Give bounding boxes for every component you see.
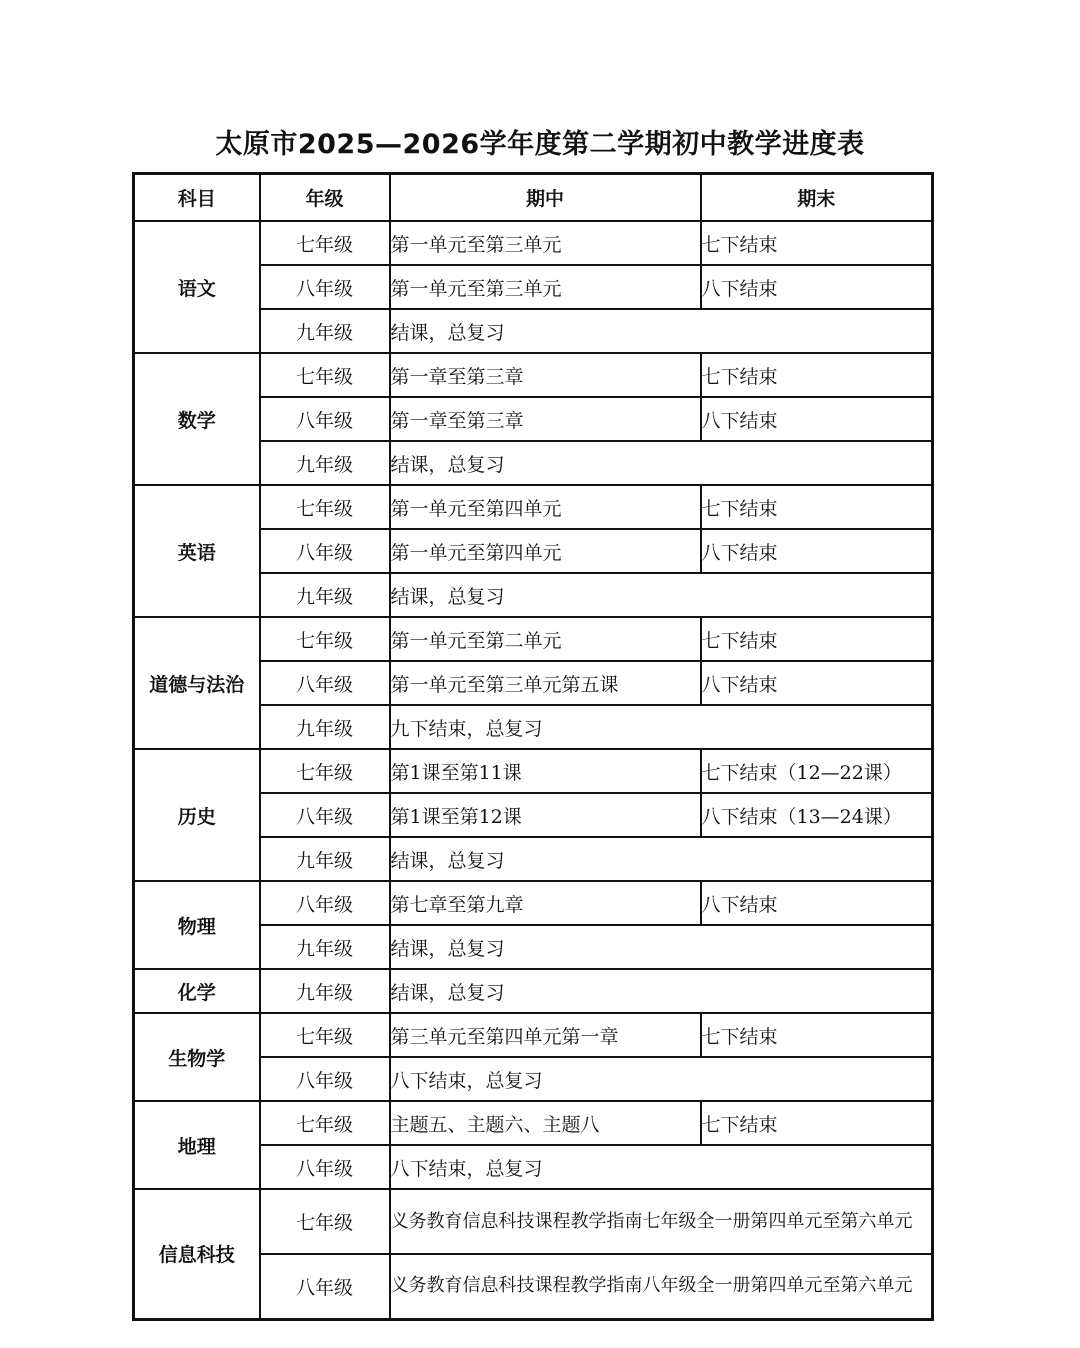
table-row [134, 1101, 933, 1145]
combined-progress-cell: 八下结束，总复习 [390, 1057, 933, 1101]
grade-cell: 七年级 [260, 221, 390, 265]
table-row [134, 221, 933, 265]
subject-cell: 信息科技 [134, 1189, 260, 1319]
midterm-cell: 第三单元至第四单元第一章 [390, 1013, 701, 1057]
final-cell: 八下结束 [701, 265, 933, 309]
grade-cell: 九年级 [260, 705, 390, 749]
table-row [134, 749, 933, 793]
combined-progress-cell: 九下结束，总复习 [390, 705, 933, 749]
midterm-cell: 第一章至第三章 [390, 353, 701, 397]
grade-cell: 八年级 [260, 793, 390, 837]
grade-cell: 七年级 [260, 1101, 390, 1145]
final-cell: 八下结束 [701, 661, 933, 705]
combined-progress-cell: 义务教育信息科技课程教学指南八年级全一册第四单元至第六单元 [390, 1254, 933, 1319]
combined-progress-cell: 结课，总复习 [390, 837, 933, 881]
grade-cell: 七年级 [260, 617, 390, 661]
final-cell: 八下结束（13—24课） [701, 793, 933, 837]
table-row [134, 353, 933, 397]
grade-cell: 八年级 [260, 1254, 390, 1319]
table-row [134, 1189, 933, 1254]
document-title: 太原市2025—2026学年度第二学期初中教学进度表 [215, 129, 865, 160]
table-row [134, 617, 933, 661]
grade-cell: 八年级 [260, 529, 390, 573]
grade-cell: 七年级 [260, 353, 390, 397]
midterm-cell: 第一单元至第三单元第五课 [390, 661, 701, 705]
grade-cell: 九年级 [260, 925, 390, 969]
combined-progress-cell: 结课，总复习 [390, 441, 933, 485]
final-cell: 七下结束 [701, 353, 933, 397]
final-cell: 八下结束 [701, 881, 933, 925]
midterm-cell: 第一单元至第四单元 [390, 485, 701, 529]
midterm-cell: 第1课至第12课 [390, 793, 701, 837]
table-row [134, 485, 933, 529]
grade-cell: 八年级 [260, 661, 390, 705]
grade-cell: 九年级 [260, 837, 390, 881]
schedule-table [132, 172, 934, 1321]
table-row [134, 1013, 933, 1057]
subject-cell: 道德与法治 [134, 617, 260, 749]
table-row [134, 881, 933, 925]
combined-progress-cell: 结课，总复习 [390, 573, 933, 617]
table-row [134, 969, 933, 1013]
combined-progress-cell: 八下结束，总复习 [390, 1145, 933, 1189]
header-midterm: 期中 [390, 174, 701, 222]
grade-cell: 九年级 [260, 441, 390, 485]
final-cell: 八下结束 [701, 529, 933, 573]
midterm-cell: 主题五、主题六、主题八 [390, 1101, 701, 1145]
grade-cell: 七年级 [260, 1189, 390, 1254]
subject-cell: 英语 [134, 485, 260, 617]
header-row [134, 174, 933, 222]
grade-cell: 七年级 [260, 749, 390, 793]
subject-cell: 化学 [134, 969, 260, 1013]
subject-cell: 地理 [134, 1101, 260, 1189]
combined-progress-cell: 义务教育信息科技课程教学指南七年级全一册第四单元至第六单元 [390, 1189, 933, 1254]
grade-cell: 八年级 [260, 1145, 390, 1189]
midterm-cell: 第1课至第11课 [390, 749, 701, 793]
combined-progress-cell: 结课，总复习 [390, 969, 933, 1013]
midterm-cell: 第一单元至第二单元 [390, 617, 701, 661]
midterm-cell: 第一单元至第四单元 [390, 529, 701, 573]
final-cell: 八下结束 [701, 397, 933, 441]
header-final: 期末 [701, 174, 933, 222]
combined-progress-cell: 结课，总复习 [390, 309, 933, 353]
final-cell: 七下结束 [701, 485, 933, 529]
grade-cell: 八年级 [260, 397, 390, 441]
final-cell: 七下结束 [701, 221, 933, 265]
subject-cell: 数学 [134, 353, 260, 485]
subject-cell: 生物学 [134, 1013, 260, 1101]
grade-cell: 八年级 [260, 881, 390, 925]
grade-cell: 九年级 [260, 309, 390, 353]
grade-cell: 七年级 [260, 1013, 390, 1057]
grade-cell: 八年级 [260, 1057, 390, 1101]
midterm-cell: 第七章至第九章 [390, 881, 701, 925]
header-subject: 科目 [134, 174, 260, 222]
subject-cell: 历史 [134, 749, 260, 881]
header-grade: 年级 [260, 174, 390, 222]
subject-cell: 物理 [134, 881, 260, 969]
grade-cell: 九年级 [260, 969, 390, 1013]
midterm-cell: 第一单元至第三单元 [390, 265, 701, 309]
midterm-cell: 第一单元至第三单元 [390, 221, 701, 265]
final-cell: 七下结束 [701, 1101, 933, 1145]
combined-progress-cell: 结课，总复习 [390, 925, 933, 969]
subject-cell: 语文 [134, 221, 260, 353]
grade-cell: 九年级 [260, 573, 390, 617]
grade-cell: 八年级 [260, 265, 390, 309]
midterm-cell: 第一章至第三章 [390, 397, 701, 441]
grade-cell: 七年级 [260, 485, 390, 529]
final-cell: 七下结束（12—22课） [701, 749, 933, 793]
final-cell: 七下结束 [701, 617, 933, 661]
final-cell: 七下结束 [701, 1013, 933, 1057]
schedule-body [134, 221, 933, 1319]
